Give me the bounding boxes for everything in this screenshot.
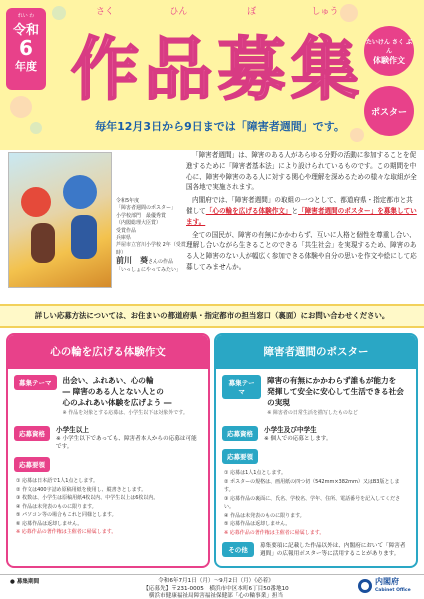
era-number: 6 xyxy=(19,36,33,60)
cabinet-office-logo: 内閣府 Cabinet Office xyxy=(358,574,418,598)
title-char: さく 作 xyxy=(72,18,138,110)
era-ruby: れい わ xyxy=(17,13,35,19)
artist-name: 前川 葵 xyxy=(116,256,148,266)
work-title: 「いっしょにやってみたい」 xyxy=(116,266,182,273)
era-label: 令和 xyxy=(12,23,39,38)
poster-rules-list: ① 応募は1人1点とします。 ② ポスターの規格は、画用紙の四つ切（542mm×382mm）又はB3版とします。 ③ 応募作品の裏面に、氏名、学校名、学年、住所、電話番号を記入してください。 ④ 作品は未発表のものに限ります。 ⑤ 応募作品は返却しません。 ※ 応募作品の著作権は主催者に帰属します。 xyxy=(224,470,401,536)
title-char: しゅう 集 xyxy=(292,18,358,110)
poster-theme-tag: 募集テーマ xyxy=(222,375,261,399)
poster-rules-tag: 応募要領 xyxy=(222,449,258,464)
poster-badge: ポスター xyxy=(364,86,414,136)
title-char: ぼ 募 xyxy=(219,18,285,110)
essay-badge: たいけん さく ぶん 体験作文 xyxy=(364,26,414,76)
contact-notice: 詳しい応募方法については、お住まいの都道府県・指定都市の担当窓口（裏面）にお問い合わせください。 xyxy=(0,304,424,328)
poster-highlight: 「障害者週間のポスター」を募集しています。 xyxy=(186,206,417,226)
intro-text: 「障害者週間」は、障害のある人があらゆる分野の活動に参加することを促進するために「障害者基本法」により設けられているものです。この期間を中心に、障害や障害のある人に対する関心や理解を深めるための様々な取組が全国各地で実施されます。 内閣府では、「障害者週間」の取組の一つとして、都道府県・指定都市と共催して「心の輪を広げる体験作文」と「障害者週間のポスター」を募集しています。 全ての国民が、障害の有無にかかわらず、互いに人格と個性を尊重し合い、理解し合いながら生きることのできる「共生社会」を実現するため、障害のある人と障害のない人が幅広く参加できる体験や自分の思いを作文や絵にして応募してみませんか。 xyxy=(186,151,417,271)
title-ruby: ひん xyxy=(169,7,188,17)
poster-heading: 障害者週間のポスター xyxy=(216,335,416,369)
footer-details: 令和6年7月1日（月）〜9月2日（月）《必着》 【応募先】〒231-0005 横浜市中区本町6丁目50番地10 横浜市健康福祉局障害福祉保健部「心の輪事業」担当 xyxy=(143,578,289,599)
era-year: 年度 xyxy=(15,60,37,73)
period-label: ● 募集期間 xyxy=(10,579,40,585)
emblem-icon xyxy=(358,579,372,593)
essay-theme-tag: 募集テーマ xyxy=(14,375,57,390)
title-char: ひん 品 xyxy=(145,18,211,110)
essay-highlight: 「心の輪を広げる体験作文」 xyxy=(205,206,292,215)
era-badge xyxy=(6,8,46,90)
title-ruby: ぼ xyxy=(247,7,257,17)
essay-rules-tag: 応募要領 xyxy=(14,457,50,472)
poster-section: 障害者週間のポスター 募集テーマ 障害の有無にかかわらず誰もが能力を 発揮して安全に安心して生活できる社会の実現 ※ 障害者の日常生活を描写したものなど 応募資格 小学生及び中学生 ※ 個人での応募とします。 応募要領 ① 応募は1人1点とします。 ② ポスターの規格は、画用紙の四つ切（542mm×382mm）又はB3版とします。 ③ 応募作品の裏面に、氏名、学校名、学年、住所、電話番号を記入してください。 ④ 作品は未発表のものに限ります。 ⑤ 応募作品は返却しません。 ※ 応募作品の著作権は主催者に帰属します。 その他 募集要項に記載した作品以外は、内閣府において「障害者週間」の広報用ポスター等に活用することがあります。 xyxy=(214,333,418,568)
essay-eligibility-tag: 応募資格 xyxy=(14,426,50,441)
subtitle: 毎年12月3日から9日までは「障害者週間」です。 xyxy=(95,120,345,133)
essay-heading: 心の輪を広げる体験作文 xyxy=(8,335,208,369)
essay-rules-list: ① 応募は日本語で1人1点とします。 ② 作文は400字詰め原稿用紙を使用し、縦書きとします。 ③ 枚数は、小学生は原稿用紙4枚以内、中学生以上は6枚以内。 ④ 作品は未発表のものに限ります。 ⑤ パソコン等の場合もこれと同様とします。 ⑥ 応募作品は返却しません。 ※ 応募作品の著作権は主催者に帰属します。 xyxy=(16,478,159,535)
title-ruby: さく xyxy=(95,7,114,17)
poster-other-tag: その他 xyxy=(222,542,254,557)
page-title xyxy=(71,7,359,110)
artwork-caption: 令和5年度 「障害者週間のポスター」 小学校部門 最優秀賞 （内閣総理大臣賞） 受賞作品 兵庫県 芦屋市立宮川小学校 2年（受賞時） 前川 葵さんの作品 「いっしょにやってみたい」 xyxy=(116,198,186,273)
poster-eligibility-tag: 応募資格 xyxy=(222,426,258,441)
sample-artwork xyxy=(8,152,112,288)
title-ruby: しゅう xyxy=(311,7,339,17)
essay-section: 心の輪を広げる体験作文 募集テーマ 出会い、ふれあい、心の輪 ― 障害のある人とない人との 心のふれあい体験を広げよう ― ※ 作品を対象とする応募は、小学生以下は対象外です。 応募資格 小学生以上 ※ 小学生以下であっても、障害者本人からの応募は可能です。 応募要領 ① 応募は日本語で1人1点とします。 ② 作文は400字詰め原稿用紙を使用し、縦書きとします。 ③ 枚数は、小学生は原稿用紙4枚以内、中学生以上は6枚以内。 ④ 作品は未発表のものに限ります。 ⑤ パソコン等の場合もこれと同様とします。 ⑥ 応募作品は返却しません。 ※ 応募作品の著作権は主催者に帰属します。 xyxy=(6,333,210,568)
